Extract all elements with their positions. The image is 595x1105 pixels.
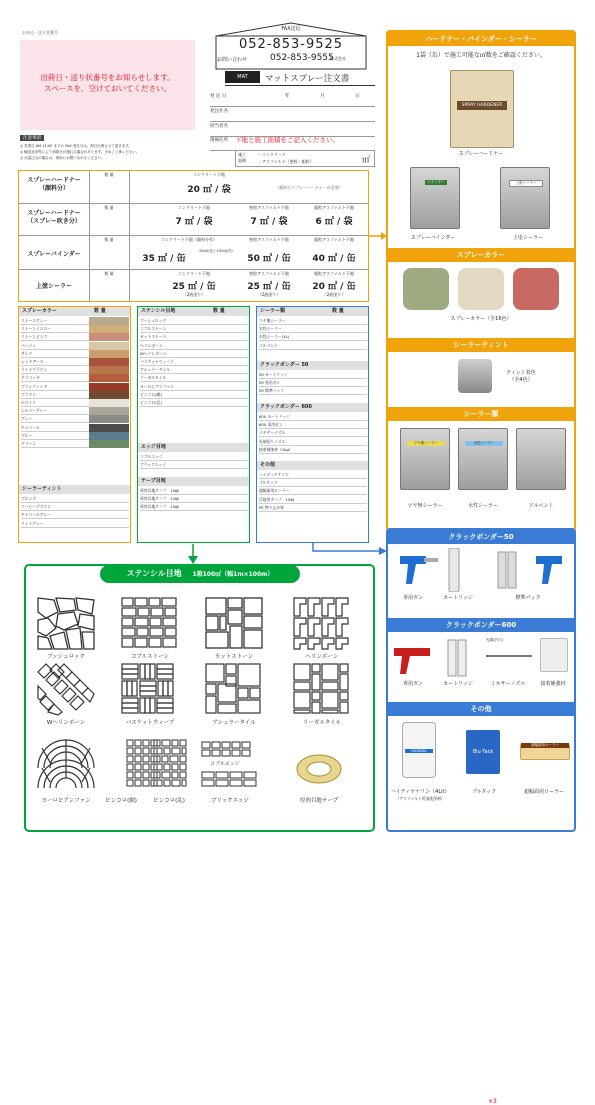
sealer-can (500, 167, 550, 229)
w-herringbone-pattern (36, 662, 96, 717)
col-label: コンクリート下地 (193, 172, 225, 177)
order-date-row[interactable] (210, 93, 375, 107)
cb600-bond-caption: 接着補強材 (540, 681, 566, 687)
sealer-row[interactable]: 水性シーラー(4L) (259, 333, 367, 341)
row-note: （顔料分スプレーハードナーが必要） (275, 185, 343, 190)
color-swatch (89, 333, 129, 341)
color-row[interactable]: シルバーグレー (21, 407, 129, 415)
color-swatch (89, 325, 129, 333)
sealer-tint-title: シーラーティント (19, 485, 130, 494)
qty-header: 数 量 (94, 308, 106, 314)
fax-number: 052-853-9525 (238, 37, 344, 52)
spray-binder-caption: スプレーバインダー (410, 235, 456, 241)
pattern-caption: ピンコロ(網) (105, 798, 137, 804)
highdia-sub: （アスファルト用油洗浄剤） (395, 796, 445, 801)
pincolo-random-pattern (152, 738, 188, 793)
cb600-nozzle-note: 先端切り口 (486, 638, 504, 642)
rate-value: 35 ㎡ / 缶 (142, 254, 186, 264)
arrow-to-crackbonder-panel (312, 543, 388, 557)
stencil-row[interactable]: ヨーロピアンファン (140, 383, 248, 391)
color-swatch (89, 358, 129, 366)
fax-label: FAX送信 (281, 26, 301, 32)
product-panel-sub: 1袋（缶）で施工可能な㎡数をご確認ください。 (416, 52, 546, 59)
cb600-gun-icon (392, 638, 436, 678)
color-row[interactable]: テラコッタ (21, 374, 129, 382)
color-row[interactable]: グレー (21, 415, 129, 423)
cb50-title: クラックボンダー50 (388, 530, 574, 544)
cb600-cartridge-caption: カートリッジ (443, 681, 473, 687)
crack600-row[interactable]: 先端切りノズル (259, 438, 367, 446)
rate-value: 25 ㎡ / 缶 (172, 282, 216, 292)
color-row[interactable]: ストーングレー (21, 317, 129, 325)
tint-panel-title: シーラーティント (388, 338, 574, 352)
spray-color-list (18, 306, 131, 543)
stencil-row[interactable]: カットストーン (140, 333, 248, 341)
col-label: 粗粒アスファルト下地 (314, 237, 354, 242)
cb600-bag-icon (540, 638, 568, 672)
color-row[interactable]: サンド (21, 350, 129, 358)
edge-row[interactable]: ブリックエッジ (140, 461, 248, 469)
col-label: コンクリート下地 (178, 271, 210, 276)
color-swatch (89, 399, 129, 407)
product-panel (386, 30, 576, 532)
crack50-row[interactable]: 50 カートリッジ (259, 371, 367, 379)
shipping-notice-line2: スペースを、空けておいてください。 (43, 84, 172, 93)
crack50-row[interactable]: 50 標準パック (259, 387, 367, 395)
spray-color-title-text: スプレーカラー (22, 308, 57, 314)
tape-roll-icon (294, 748, 344, 790)
water-sealer-caption: 水性シーラー (467, 503, 498, 509)
company-logo-icon: MAT (225, 71, 260, 83)
matte-sealer-label: ツヤ無シーラー (407, 441, 445, 446)
spray-color-caption: スプレーカラー（全16色） (450, 316, 512, 322)
top-sealer-caption: 上塗シーラー (512, 235, 543, 241)
base-option-asphalt: ・アスファルト（密粒・粗粒） (258, 159, 314, 164)
color-row[interactable]: グリーン (21, 440, 129, 448)
tel-number: 052-853-9555 (270, 53, 334, 63)
cb600-gun-caption: 専用ガン (402, 681, 423, 687)
order-year: 年 (285, 94, 290, 99)
solvent-can (516, 428, 566, 490)
qty-header: 数 量 (104, 205, 114, 210)
row-divider (19, 203, 368, 204)
pattern-caption: ピンコロ(乱) (153, 798, 185, 804)
tel-label: お問い合わせ (217, 57, 248, 63)
price-table (18, 170, 369, 302)
arrow-to-right-panel (369, 230, 387, 242)
pattern-caption: バスケットウィーブ (125, 720, 175, 726)
color-row[interactable]: ライトブラウン (21, 366, 129, 374)
other-title: その他 (257, 461, 368, 470)
crackbonder-panel (386, 528, 576, 1105)
pattern-caption: ヨーロピアンファン (41, 798, 91, 804)
pattern-caption: リーガルタイル (302, 720, 342, 726)
area-warning: 下地と施工面積をご記入ください。 (235, 136, 339, 144)
color-swatch (89, 424, 129, 432)
sealer-list-title-text: シーラー類 (260, 308, 286, 314)
tint-row[interactable]: ブロンズ (21, 495, 129, 503)
col-label: コンクリート下地 (178, 205, 210, 210)
crack600-title: クラックボンダー 600 (257, 403, 368, 412)
pink-box-label: お申込・送り状番号 (22, 30, 58, 35)
rate-value: 7 ㎡ / 袋 (175, 217, 213, 227)
color-swatch (89, 415, 129, 423)
color-swatch (89, 366, 129, 374)
color-row[interactable]: ホワイト (21, 399, 129, 407)
stencil-row[interactable]: ヘリンボーン (140, 342, 248, 350)
tape-title: テープ目地 (138, 477, 249, 486)
qty-header: 数 量 (104, 237, 114, 242)
water-sealer-can (458, 428, 508, 490)
cb50-pack-icon (496, 550, 526, 590)
color-swatch (89, 440, 129, 448)
notice-line: ◎ 大量注文の場合は、事前にお問い合わせください。 (20, 156, 105, 160)
order-day: 日 (355, 94, 360, 99)
tel-corp: 株式会社 (330, 56, 346, 61)
cb600-nozzle-icon (484, 646, 534, 666)
highdia-caption: ハイディヤケリン（4Lit） (390, 789, 450, 795)
crack600-row[interactable]: 600 専用ガン (259, 421, 367, 429)
highdia-label: HIGHDIA (405, 749, 433, 753)
cut-stone-pattern (204, 596, 264, 651)
edge-row[interactable]: コブルエッジ (140, 453, 248, 461)
color-powder-green (403, 268, 449, 310)
tint-row[interactable]: チャコールグレー (21, 511, 129, 519)
stencil-row[interactable]: アシュラータイル (140, 366, 248, 374)
tint-row[interactable]: コーヒーブラウン (21, 503, 129, 511)
col-label: 粗粒アスファルト下地 (314, 205, 354, 210)
order-form-title: マットスプレー注文書 (265, 74, 350, 84)
color-row[interactable]: ブリックレッド (21, 383, 129, 391)
coat-note: （2液塗り） (322, 292, 346, 297)
sealer-row[interactable]: ソルベント (259, 342, 367, 350)
spray-color-title (19, 307, 130, 316)
color-row[interactable]: ストーンイエロー (21, 325, 129, 333)
cb50-x3: ×3 (488, 1098, 497, 1105)
cb600-nozzle-caption: ミキサーノズル (490, 681, 526, 687)
cobble-edge-pattern (200, 740, 260, 758)
company-name-label: 発注社名 (210, 109, 228, 114)
qty-header: 数 量 (213, 308, 225, 314)
stencil-row[interactable]: リーガルタイル (140, 374, 248, 382)
stencil-panel-title-sub: 1箱100㎡（幅1m×100m） (192, 571, 274, 578)
arrow-to-stencil-panel (186, 544, 200, 564)
col-divider (129, 171, 130, 301)
bag-label: SPRAY HARDENER (457, 101, 507, 110)
crack600-row[interactable]: ミキサーノズル (259, 429, 367, 437)
color-swatch (89, 407, 129, 415)
matte-sealer-caption: ツヤ無シーラー (407, 503, 443, 509)
color-swatch (89, 383, 129, 391)
color-row[interactable]: チャコール (21, 424, 129, 432)
other-row[interactable]: PE 押り止め材 (259, 504, 367, 512)
cb50-gun-caption: 専用ガン (402, 595, 423, 601)
area-unit: ㎡ (362, 155, 370, 164)
site-address-row[interactable] (210, 137, 375, 151)
color-swatch (89, 432, 129, 440)
blutack-caption: ブルタック (471, 789, 497, 795)
rate-value: 50 ㎡ / 缶 (247, 254, 291, 264)
binder-sub-note: （50㎡/缶＋120㎡/缶） (196, 249, 236, 253)
solvent-caption: ソルベント (528, 503, 554, 509)
rate-value: 20 ㎡ / 缶 (312, 282, 356, 292)
rate-value: 7 ㎡ / 袋 (250, 217, 288, 227)
tint-row[interactable]: ライトグレー (21, 520, 129, 528)
qty-header: 数 量 (104, 172, 114, 177)
tape-row[interactable]: 厚肉目地テープ 15㎜ (140, 503, 248, 511)
col-label: 粗粒アスファルト下地 (314, 271, 354, 276)
crack50-row[interactable]: 50 専用ガン (259, 379, 367, 387)
water-sealer-label: 水性シーラー (465, 441, 503, 446)
tint-can (458, 359, 492, 393)
sealer-panel-title: シーラー類 (388, 407, 574, 421)
color-row[interactable]: ベージュ (21, 342, 129, 350)
row-spray-hardener-spray: スプレーハードナー （スプレー吹き分） (27, 210, 81, 225)
cb50-cartridge-caption: カートリッジ (443, 595, 473, 601)
ashlar-tile-pattern (204, 662, 264, 717)
stencil-row[interactable]: コブルストーン (140, 325, 248, 333)
row-top-sealer: 上塗シーラー (35, 283, 72, 290)
crack600-row[interactable]: 600 カートリッジ (259, 413, 367, 421)
sealer-row[interactable]: 水性シーラー (259, 325, 367, 333)
stencil-panel-title-text: ステンシル目地 (126, 569, 182, 578)
roller-label: 超幅面用ローラー (521, 743, 569, 748)
pattern-caption: ブリックエッジ (211, 798, 249, 804)
tint-caption: ティント着色 （全4色） (506, 370, 536, 383)
qty-header: 数 量 (104, 271, 114, 276)
cb50-cartridge-icon (446, 548, 462, 592)
pattern-caption: アシュラータイル (212, 720, 256, 726)
coat-note: （2液塗り） (182, 292, 206, 297)
qty-header: 数 量 (332, 308, 344, 314)
regal-tile-pattern (292, 662, 352, 717)
bush-rock-pattern (36, 596, 96, 651)
sealer-row[interactable]: ツヤ無シーラー (259, 317, 367, 325)
row-spray-binder: スプレーバインダー (27, 251, 81, 258)
cobble-edge-caption: コブルエッジ (210, 761, 240, 767)
stencil-panel-title (100, 565, 300, 583)
rate-value: 20 ㎡ / 袋 (187, 185, 231, 195)
coat-note: （2液塗り） (257, 292, 281, 297)
crack50-title: クラックボンダー 50 (257, 361, 368, 370)
col-label: 密粒アスファルト下地 (249, 237, 289, 242)
color-powder-red (513, 268, 559, 310)
pattern-caption: Wヘリンボーン (46, 720, 86, 726)
col-label: 密粒アスファルト下地 (249, 271, 289, 276)
blutack-pack: Blu·Tack (466, 730, 500, 774)
base-area-label: 施工 面積 (238, 152, 246, 163)
notice-list (20, 143, 210, 161)
order-month: 月 (320, 94, 325, 99)
color-powder-beige (458, 268, 504, 310)
roller-caption: 超幅面用ローラー (523, 789, 564, 795)
notice-line: ◎ 営業日 AM 11:00 までの FAX 受付分は、即日出荷させて頂きます。 (20, 144, 132, 148)
binder-can-label: バインダー (425, 180, 447, 185)
pattern-caption: カットストーン (214, 654, 254, 660)
color-row[interactable]: レッドアース (21, 358, 129, 366)
other-row[interactable]: ブルタック (259, 479, 367, 487)
color-row[interactable]: ストーンピンク (21, 333, 129, 341)
title-underline (225, 85, 375, 86)
rate-value: 25 ㎡ / 缶 (247, 282, 291, 292)
rate-value: 40 ㎡ / 缶 (312, 254, 356, 264)
binder-can (410, 167, 460, 229)
basketweave-pattern (120, 662, 180, 717)
company-name-row[interactable] (210, 108, 375, 122)
tape-row[interactable]: 厚肉目地テープ 10㎜ (140, 487, 248, 495)
stencil-row[interactable]: Wヘリンボーン (140, 350, 248, 358)
row-spray-hardener-pigment: スプレーハードナー （顔料分） (27, 177, 81, 192)
pattern-caption: 厚肉目地テープ (299, 798, 339, 804)
color-swatch (89, 317, 129, 325)
notice-title: 注意事項 (20, 135, 44, 141)
other-row[interactable]: ハイディヤケリン (259, 471, 367, 479)
rate-value: 6 ㎡ / 袋 (315, 217, 353, 227)
order-date-label: 発 注 日 (210, 94, 227, 99)
stencil-row[interactable]: ピンコロ(乱) (140, 399, 248, 407)
sealer-can-label: 上塗シーラー (509, 180, 543, 187)
stencil-row[interactable]: ピンコロ(網) (140, 391, 248, 399)
cb600-cartridge-icon (446, 638, 470, 678)
tape-row[interactable]: 厚肉目地テープ 12㎜ (140, 495, 248, 503)
color-swatch (89, 342, 129, 350)
shipping-notice-text (20, 72, 195, 94)
european-fan-pattern (36, 738, 96, 793)
shipping-notice-line1: 出荷日・送り状番号をお知らせします。 (40, 73, 175, 82)
cb50-gun-icon (396, 550, 440, 590)
herringbone-pattern (292, 596, 352, 651)
base-area-field[interactable] (235, 150, 375, 167)
col-divider (89, 171, 90, 301)
notice-line: ◎ 輸送状況等により到着日が遅れる場合があります。予めご了承ください。 (20, 150, 140, 154)
spray-color-panel-title: スプレーカラー (388, 248, 574, 262)
stencil-row[interactable]: バスケットウィーブ (140, 358, 248, 366)
pattern-caption: ヘリンボーン (305, 654, 339, 660)
crack600-row[interactable]: 接着補強材（1kg） (259, 446, 367, 454)
person-name-label: 担当者名 (210, 124, 228, 129)
other-panel-title: その他 (388, 702, 574, 716)
highdia-bottle (402, 722, 436, 778)
color-swatch (89, 391, 129, 399)
other-row[interactable]: 目地用テープ 15㎜ (259, 496, 367, 504)
color-swatch (89, 374, 129, 382)
roller-icon (520, 744, 570, 760)
matte-sealer-can (400, 428, 450, 490)
pattern-caption: ブッシュロック (47, 654, 85, 660)
edge-title: エッジ目地 (138, 443, 249, 452)
stencil-list-title (138, 307, 249, 316)
row-divider (19, 269, 368, 270)
cb50-pack-caption: 標準パック (515, 595, 541, 601)
product-panel-title: ハードナー・バインダー・シーラー (388, 32, 574, 46)
color-swatch (89, 350, 129, 358)
cb600-title: クラックボンダー600 (388, 618, 574, 632)
sealer-list-title (257, 307, 368, 316)
other-row[interactable]: 超幅面用ローラー (259, 487, 367, 495)
brick-edge-pattern (200, 770, 260, 788)
base-option-concrete: ・コンクリート (258, 152, 286, 157)
cb50-gun2-icon (532, 550, 576, 590)
stencil-row[interactable]: ブッシュロック (140, 317, 248, 325)
site-address-label: 現場住所 (210, 138, 228, 143)
sealer-list (256, 306, 369, 543)
cobblestone-pattern (120, 596, 180, 651)
row-divider (19, 235, 368, 236)
stencil-list (137, 306, 250, 543)
spray-hardener-bag (450, 70, 514, 148)
stencil-list-title-text: ステンシル目地 (141, 308, 176, 314)
pattern-caption: コブルストーン (130, 654, 169, 660)
col-label: コンクリート下地（顔料分有） (161, 237, 217, 242)
spray-hardener-caption: スプレーハードナー (458, 151, 504, 157)
color-row[interactable]: ブルー (21, 432, 129, 440)
col-label: 密粒アスファルト下地 (249, 205, 289, 210)
color-row[interactable]: ブラウン (21, 391, 129, 399)
